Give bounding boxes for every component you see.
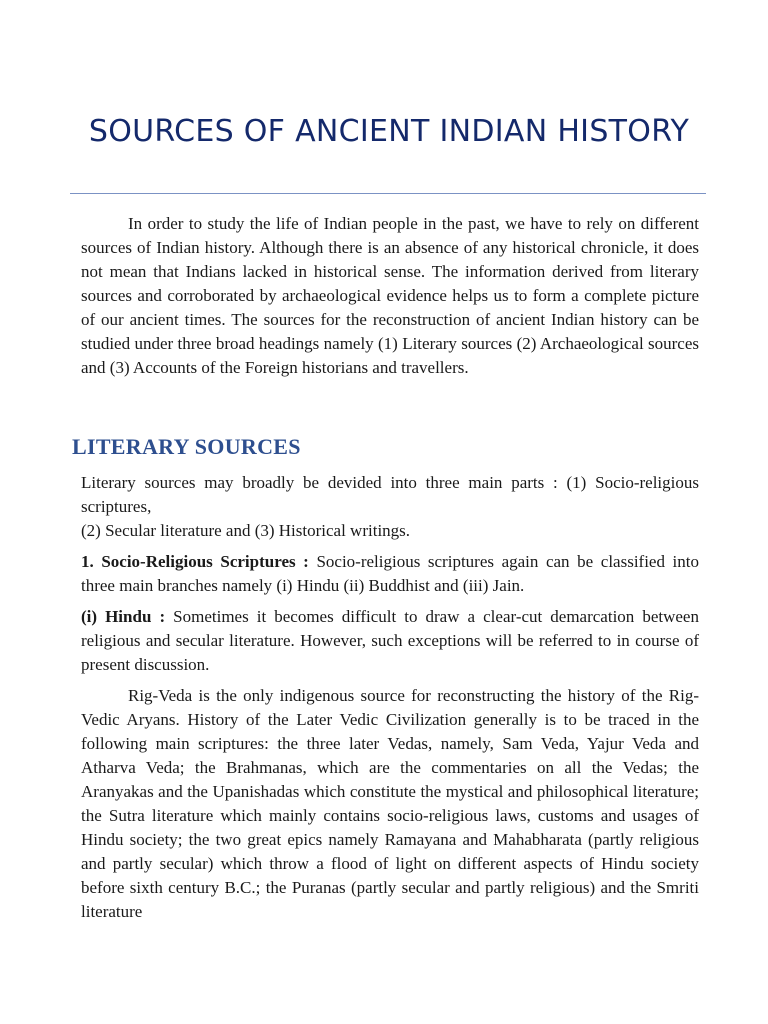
title-divider xyxy=(70,193,706,194)
socio-religious-label: 1. Socio-Religious Scriptures : xyxy=(81,552,309,571)
section-heading-literary-sources: LITERARY SOURCES xyxy=(72,434,301,459)
intro-paragraph: In order to study the life of Indian people in the past, we have to rely on different sources of Indian history. Although there is an absence of any historical chronicle, it does not mean that Indians lacked in historical sense. The information derived from literary sources and corroborated by archaeological evidence helps us to form a complete picture of our ancient times. The sources for the reconstruction of ancient Indian history can be studied under three broad headings namely (1) Literary sources (2) Archaeological sources and (3) Accounts of the Foreign historians and travellers. xyxy=(81,214,699,377)
socio-religious-text: Socio-religious scriptures again can be classified into three main branches namely (i) Hindu (ii) Buddhist and (iii) Jain. xyxy=(81,552,700,595)
literary-sources-paragraph: Literary sources may broadly be devided into three main parts : (1) Socio-religious scriptures, xyxy=(81,473,699,516)
hindu-label: (i) Hindu : xyxy=(81,607,166,626)
hindu-text: Sometimes it becomes difficult to draw a clear-cut demarcation between religious and secular literature. However, such exceptions will be referred to in course of present discussion. xyxy=(81,607,699,674)
socio-religious-paragraph xyxy=(81,550,699,598)
page-title: SOURCES OF ANCIENT INDIAN HISTORY xyxy=(88,114,690,149)
hindu-paragraph xyxy=(81,605,699,677)
literary-sources-continuation: (2) Secular literature and (3) Historical writings. xyxy=(81,521,411,540)
rig-veda-paragraph: Rig-Veda is the only indigenous source for reconstructing the history of the Rig-Vedic Aryans. History of the Later Vedic Civilization generally is to be traced in the following main scriptures: the three later Vedas, namely, Sam Veda, Yajur Veda and Atharva Veda; the Brahmanas, which are the commentaries on all the Vedas; the Aranyakas and the Upanishadas which constitute the mystical and philosophical literature; the Sutra literature which mainly contains socio-religious laws, customs and usages of Hindu society; the two great epics namely Ramayana and Mahabharata (partly religious and partly secular) which throw a flood of light on different aspects of Hindu society before sixth century B.C.; the Puranas (partly secular and partly religious) and the Smriti literature xyxy=(81,686,699,921)
